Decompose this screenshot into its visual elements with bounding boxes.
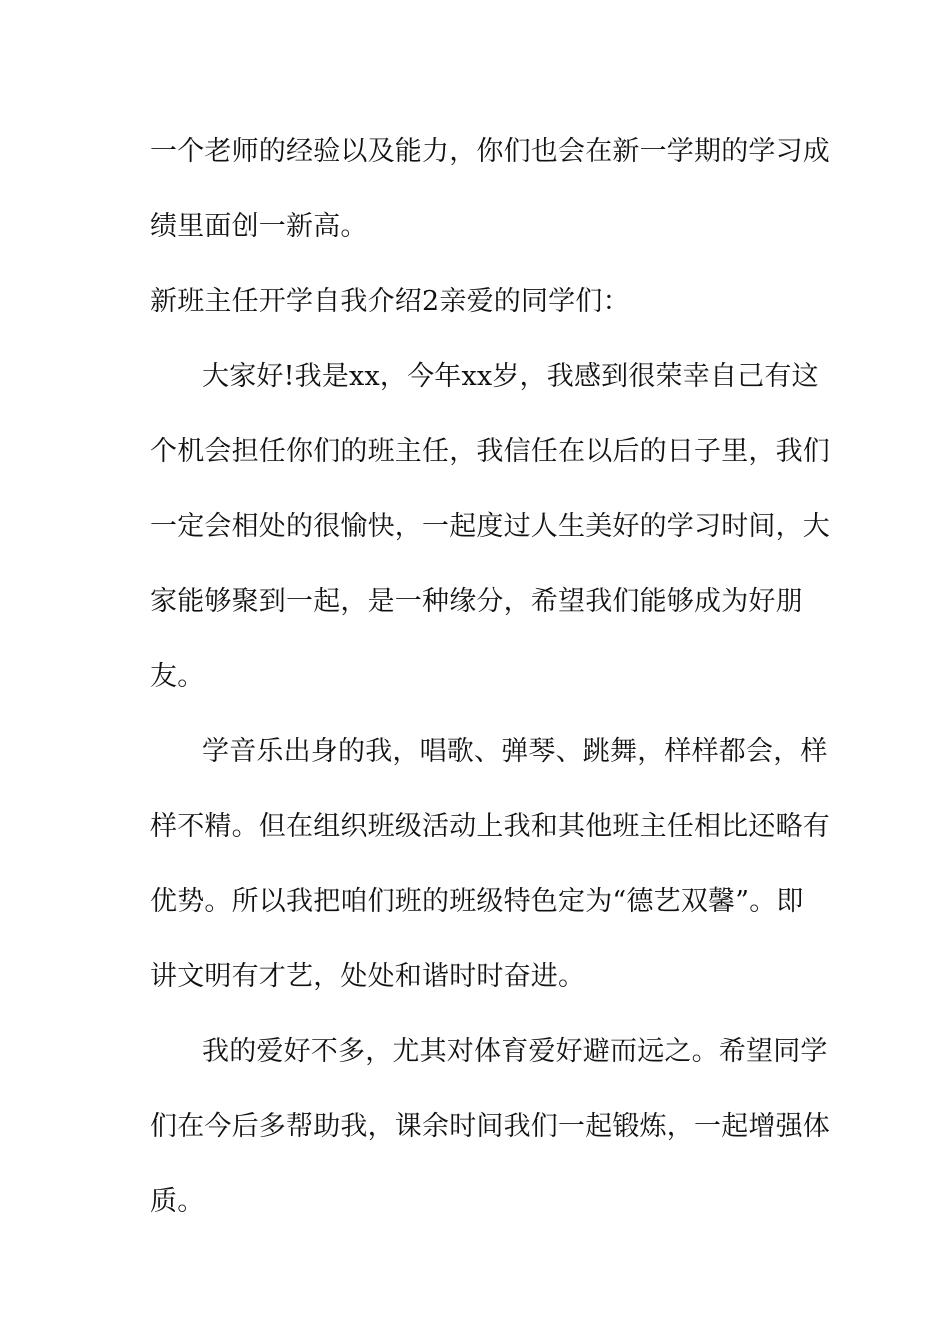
text-line: 一个老师的经验以及能力，你们也会在新一学期的学习成 — [150, 136, 830, 167]
text-line: 们在今后多帮助我，课余时间我们一起锻炼，一起增强体 — [150, 1111, 830, 1142]
text-line: 样不精。但在组织班级活动上我和其他班主任相比还略有 — [150, 811, 830, 842]
section-heading: 新班主任开学自我介绍2亲爱的同学们： — [150, 286, 630, 317]
paragraph-start-line: 我的爱好不多，尤其对体育爱好避而远之。希望同学 — [202, 1036, 828, 1067]
text-line: 质。 — [150, 1186, 205, 1217]
text-line: 优势。所以我把咱们班的班级特色定为“德艺双馨”。即 — [150, 886, 804, 917]
text-line: 讲文明有才艺，处处和谐时时奋进。 — [150, 961, 586, 992]
paragraph-start-line: 大家好!我是xx，今年xx岁，我感到很荣幸自己有这 — [202, 361, 819, 392]
text-line: 绩里面创一新高。 — [150, 211, 368, 242]
paragraph-start-line: 学音乐出身的我，唱歌、弹琴、跳舞，样样都会，样 — [202, 736, 828, 767]
text-line: 一定会相处的很愉快，一起度过人生美好的学习时间，大 — [150, 511, 830, 542]
text-line: 友。 — [150, 661, 205, 692]
text-line: 家能够聚到一起，是一种缘分，希望我们能够成为好朋 — [150, 586, 803, 617]
text-line: 个机会担任你们的班主任，我信任在以后的日子里，我们 — [150, 436, 830, 467]
